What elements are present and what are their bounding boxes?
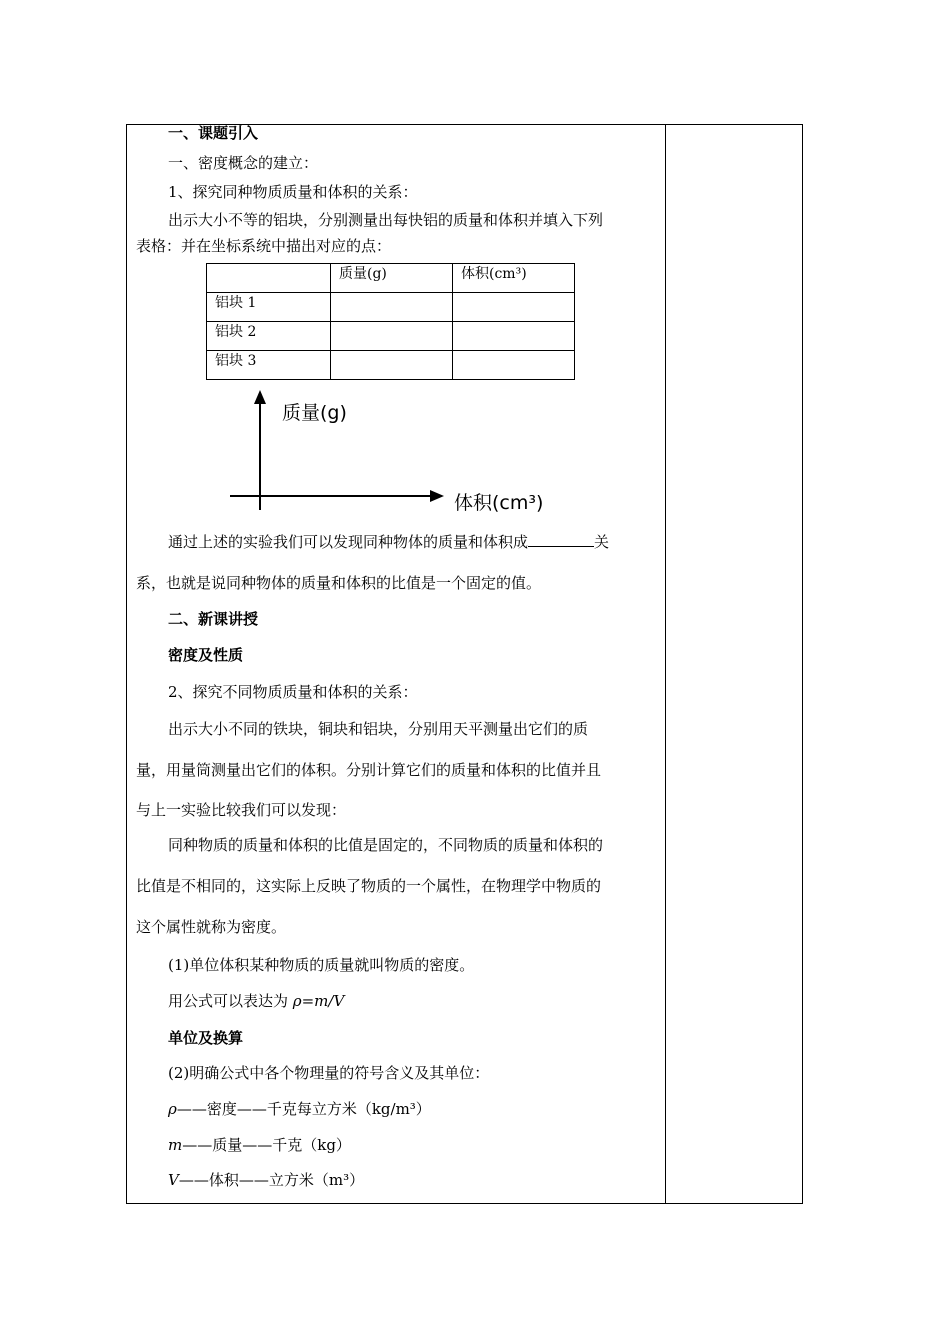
symbol-m: m: [168, 1136, 183, 1154]
table-row: [207, 351, 575, 380]
unit-text: ——体积——立方米（m³）: [178, 1171, 365, 1189]
column-divider: [665, 124, 666, 1204]
unit-text: ——密度——千克每立方米（kg/m³）: [176, 1100, 431, 1118]
table-header-volume: 体积(cm³): [453, 264, 575, 293]
symbol-v: V: [168, 1171, 179, 1189]
table-header-row: [207, 264, 575, 293]
section2-heading: 二、新课讲授: [168, 610, 259, 628]
table-row: [207, 293, 575, 322]
symbol-rho: ρ: [168, 1100, 177, 1118]
section1-item1: 1、探究同种物质质量和体积的关系：: [168, 183, 418, 201]
section2-para2b: 量，用量筒测量出它们的体积。分别计算它们的质量和体积的比值并且: [136, 761, 602, 779]
section2-para3c: 这个属性就称为密度。: [136, 918, 287, 936]
section1-sub: 一、密度概念的建立：: [168, 154, 319, 172]
measurement-table: [206, 263, 575, 380]
density-definition: (1)单位体积某种物质的质量就叫物质的密度。: [168, 956, 475, 974]
section2-para3b: 比值是不相同的，这实际上反映了物质的一个属性，在物理学中物质的: [136, 877, 602, 895]
unit-mass: [168, 1135, 351, 1155]
conclusion-line1-text: 通过上述的实验我们可以发现同种物体的质量和体积成: [168, 533, 529, 551]
table-cell: [331, 293, 453, 322]
x-axis-arrow-icon: [430, 490, 444, 502]
fill-in-blank[interactable]: [528, 532, 594, 547]
table-header-mass: 质量(g): [331, 264, 453, 293]
formula-line: [168, 991, 344, 1011]
section1-para1a: 出示大小不等的铝块，分别测量出每快铝的质量和体积并填入下列: [168, 211, 604, 229]
unit-text: ——质量——千克（kg）: [182, 1136, 351, 1154]
section3-item: (2)明确公式中各个物理量的符号含义及其单位：: [168, 1064, 490, 1082]
conclusion-line1: [168, 532, 609, 552]
table-cell: [331, 351, 453, 380]
section2-para3a: 同种物质的质量和体积的比值是固定的，不同物质的质量和体积的: [168, 836, 604, 854]
table-cell: [453, 351, 575, 380]
section1-heading: 一、课题引入: [168, 124, 259, 142]
conclusion-line2: 系，也就是说同种物体的质量和体积的比值是一个固定的值。: [136, 574, 542, 592]
table-row: [207, 322, 575, 351]
table-cell: [453, 293, 575, 322]
y-axis-label: 质量(g): [282, 402, 347, 424]
x-axis-label: 体积(cm³): [454, 492, 544, 514]
y-axis-arrow-icon: [254, 390, 266, 404]
conclusion-line1-end: 关: [594, 533, 610, 551]
section2-para2c: 与上一实验比较我们可以发现：: [136, 801, 347, 819]
table-header-cell: [207, 264, 331, 293]
table-cell-label: 铝块 1: [207, 293, 331, 322]
section2-item2: 2、探究不同物质质量和体积的关系：: [168, 683, 418, 701]
section2-para2a: 出示大小不同的铁块，铜块和铝块，分别用天平测量出它们的质: [168, 720, 589, 738]
table-cell-label: 铝块 2: [207, 322, 331, 351]
section2-sub: 密度及性质: [168, 646, 244, 664]
density-formula: ρ=m/V: [292, 992, 345, 1010]
section3-heading: 单位及换算: [168, 1029, 244, 1047]
table-cell: [453, 322, 575, 351]
unit-density: [168, 1099, 431, 1119]
section1-para1b: 表格：并在坐标系统中描出对应的点：: [136, 237, 392, 255]
table-cell: [331, 322, 453, 351]
table-cell-label: 铝块 3: [207, 351, 331, 380]
unit-volume: [168, 1170, 364, 1190]
formula-prefix: 用公式可以表达为: [168, 992, 293, 1010]
